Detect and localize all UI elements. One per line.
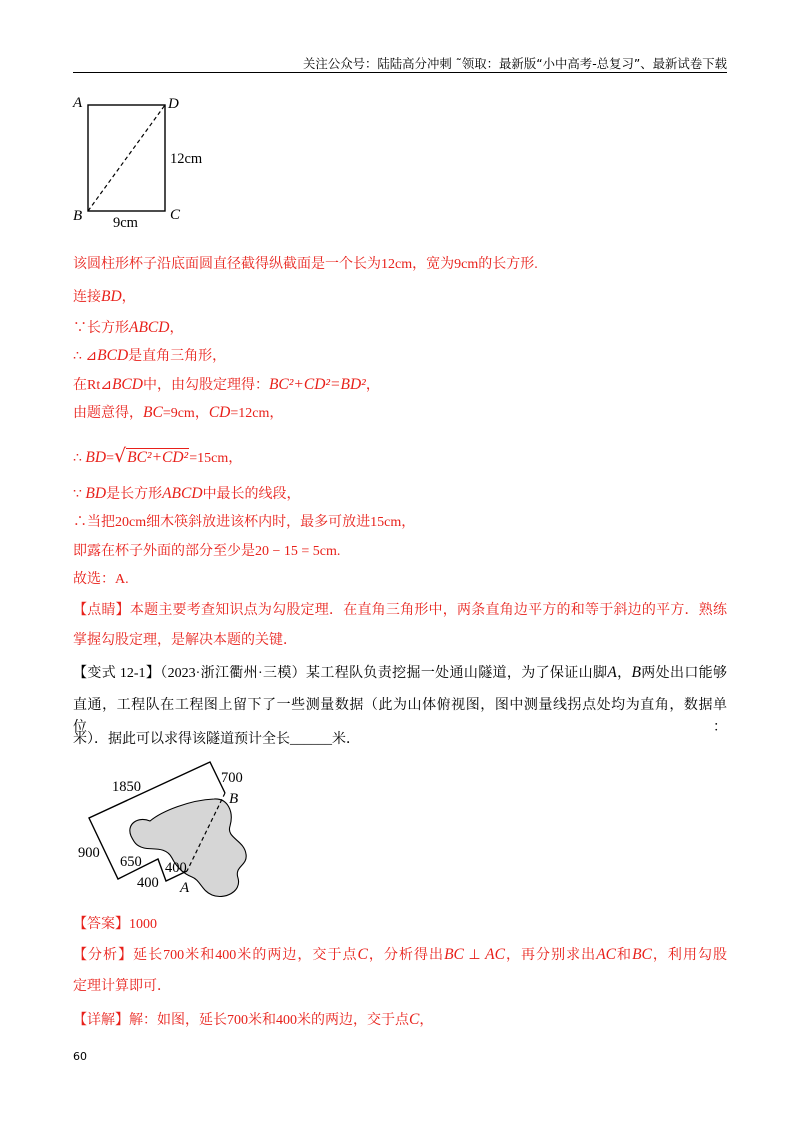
length-1850-label: 1850: [112, 779, 141, 795]
text: ∴ ⊿: [73, 349, 98, 364]
solution-line-8: [73, 483, 301, 505]
math-abcd: ABCD: [162, 485, 203, 502]
point-c: C: [409, 1011, 420, 1028]
math-bd: BD: [101, 288, 122, 305]
solution-line-3: [73, 317, 183, 339]
solution-line-9: ∴当把20cm细木筷斜放进该杯内时，最多可放进15cm，: [73, 515, 416, 530]
math-abcd: ABCD: [129, 319, 170, 336]
math-ac: AC: [596, 946, 616, 963]
text: ，: [228, 451, 243, 466]
analysis-line-2: 定理计算即可．: [73, 979, 171, 994]
text: 两处出口能够: [640, 666, 728, 681]
value: =12cm: [230, 406, 270, 421]
text: 某工程队负责挖掘一处通山隧道，为了保证山脚: [306, 666, 608, 681]
text: ，: [269, 406, 284, 421]
vertex-c-label: C: [170, 207, 181, 223]
side-cd-length: 12cm: [170, 151, 203, 167]
perpendicular-sign: ⊥: [463, 948, 486, 963]
text: 即露在杯子外面的部分至少是: [73, 544, 255, 559]
math-ac: AC: [485, 946, 505, 963]
analysis-line-1: [73, 944, 727, 966]
radicand: BC²+CD²: [127, 449, 189, 466]
variant-line-3: [73, 729, 360, 751]
text: 米．: [332, 732, 360, 747]
insight-line-1: [73, 600, 727, 622]
length-700-label: 700: [221, 770, 243, 786]
text: ∵: [73, 487, 86, 502]
detail-label: 【详解】: [73, 1013, 129, 1028]
text: ，: [194, 406, 209, 421]
variant-source: （2023·浙江衢州·三模）: [160, 666, 307, 681]
text: 解：如图，延长700米和400米的两边，交于点: [129, 1013, 409, 1028]
length-650-label: 650: [120, 854, 142, 870]
text: 中最长的线段，: [202, 487, 301, 502]
math-cd: CD: [208, 404, 231, 421]
text: ，再分别求出: [504, 948, 597, 963]
text: .: [336, 544, 341, 559]
text: ，分析得出: [367, 948, 445, 963]
radical-sign: √: [114, 445, 127, 467]
point-c: C: [357, 946, 368, 963]
text: 是直角三角形，: [128, 349, 227, 364]
solution-line-5: [73, 374, 380, 396]
insight-label: 【点睛】: [73, 603, 130, 618]
math-bd: BD: [85, 485, 107, 502]
result: =15cm: [189, 451, 229, 466]
side-bc-length: 9cm: [113, 215, 138, 231]
text: ，利用勾股: [651, 948, 728, 963]
text: 是长方形: [106, 487, 163, 502]
text: 在Rt⊿: [73, 378, 112, 393]
diagonal-bd: [88, 105, 165, 211]
text: ，: [616, 666, 632, 681]
solution-line-6: [73, 402, 283, 424]
answer-blank: ______: [290, 732, 332, 747]
point-a-label: A: [180, 880, 190, 896]
vertex-a-label: A: [73, 95, 83, 111]
answer-value: 1000: [129, 917, 157, 932]
math-bd: BD: [85, 449, 107, 466]
text: 由题意得，: [73, 406, 143, 421]
solution-choice: 故选：A.: [73, 572, 129, 587]
text: ，: [121, 290, 136, 305]
text: 连接: [73, 290, 101, 305]
answer-label: 【答案】: [73, 917, 129, 932]
insight-text: 本题主要考查知识点为勾股定理．在直角三角形中，两条直角边平方的和等于斜边的平方．熟练: [129, 603, 727, 618]
text: 米）．据此可以求得该隧道预计全长: [73, 732, 290, 747]
variant-line-2: 直通，工程队在工程图上留下了一些测量数据（此为山体俯视图，图中测量线拐点处均为直角，数据单位：: [73, 698, 727, 735]
length-400-lower-label: 400: [137, 875, 159, 891]
length-400-upper-label: 400: [165, 860, 187, 876]
length-900-label: 900: [78, 845, 100, 861]
text: ，: [419, 1013, 434, 1028]
math-bc: BC: [444, 946, 464, 963]
math-bcd: BCD: [97, 347, 129, 364]
variant-label: 【变式 12-1】: [73, 666, 161, 681]
solution-line-1: 该圆柱形杯子沿底面圆直径截得纵截面是一个长为12cm，宽为9cm的长方形.: [73, 257, 538, 272]
tunnel-figure: [70, 755, 260, 905]
solution-line-10: [73, 541, 340, 563]
vertex-d-label: D: [168, 96, 179, 112]
math-bcd: BCD: [111, 376, 143, 393]
point-b-label: B: [229, 791, 239, 807]
text: ，: [365, 378, 380, 393]
equals: =: [106, 451, 114, 466]
vertex-b-label: B: [73, 208, 83, 224]
text: 中，由勾股定理得：: [142, 378, 269, 393]
pythagorean-equation: BC²+CD²=BD²: [268, 376, 366, 393]
point-b: B: [631, 664, 641, 681]
text: 延长700米和400米的两边，交于点: [133, 948, 358, 963]
page-header: 关注公众号：陆陆高分冲刺 ˜领取：最新版“小中高考-总复习”、最新试卷下载: [303, 56, 727, 71]
math-bc: BC: [632, 946, 652, 963]
insight-line-2: 掌握勾股定理，是解决本题的关键．: [73, 633, 297, 648]
text: 和: [616, 948, 633, 963]
detail-line: [73, 1009, 433, 1031]
point-a: A: [607, 664, 617, 681]
solution-line-2: [73, 286, 136, 308]
text: ，: [169, 321, 184, 336]
rectangle-figure: [60, 90, 220, 235]
solution-line-7: [73, 443, 242, 469]
subtraction-equation: 20 − 15 = 5cm: [255, 544, 337, 559]
variant-line-1: [73, 662, 727, 684]
text: ∴: [73, 451, 86, 466]
value: =9cm: [162, 406, 195, 421]
header-rule: [73, 72, 727, 73]
answer-line: [73, 914, 157, 936]
solution-line-4: [73, 345, 226, 367]
page-number: 60: [73, 1050, 87, 1063]
text: ∵长方形: [73, 321, 129, 336]
analysis-label: 【分析】: [73, 948, 134, 963]
math-bc: BC: [143, 404, 163, 421]
